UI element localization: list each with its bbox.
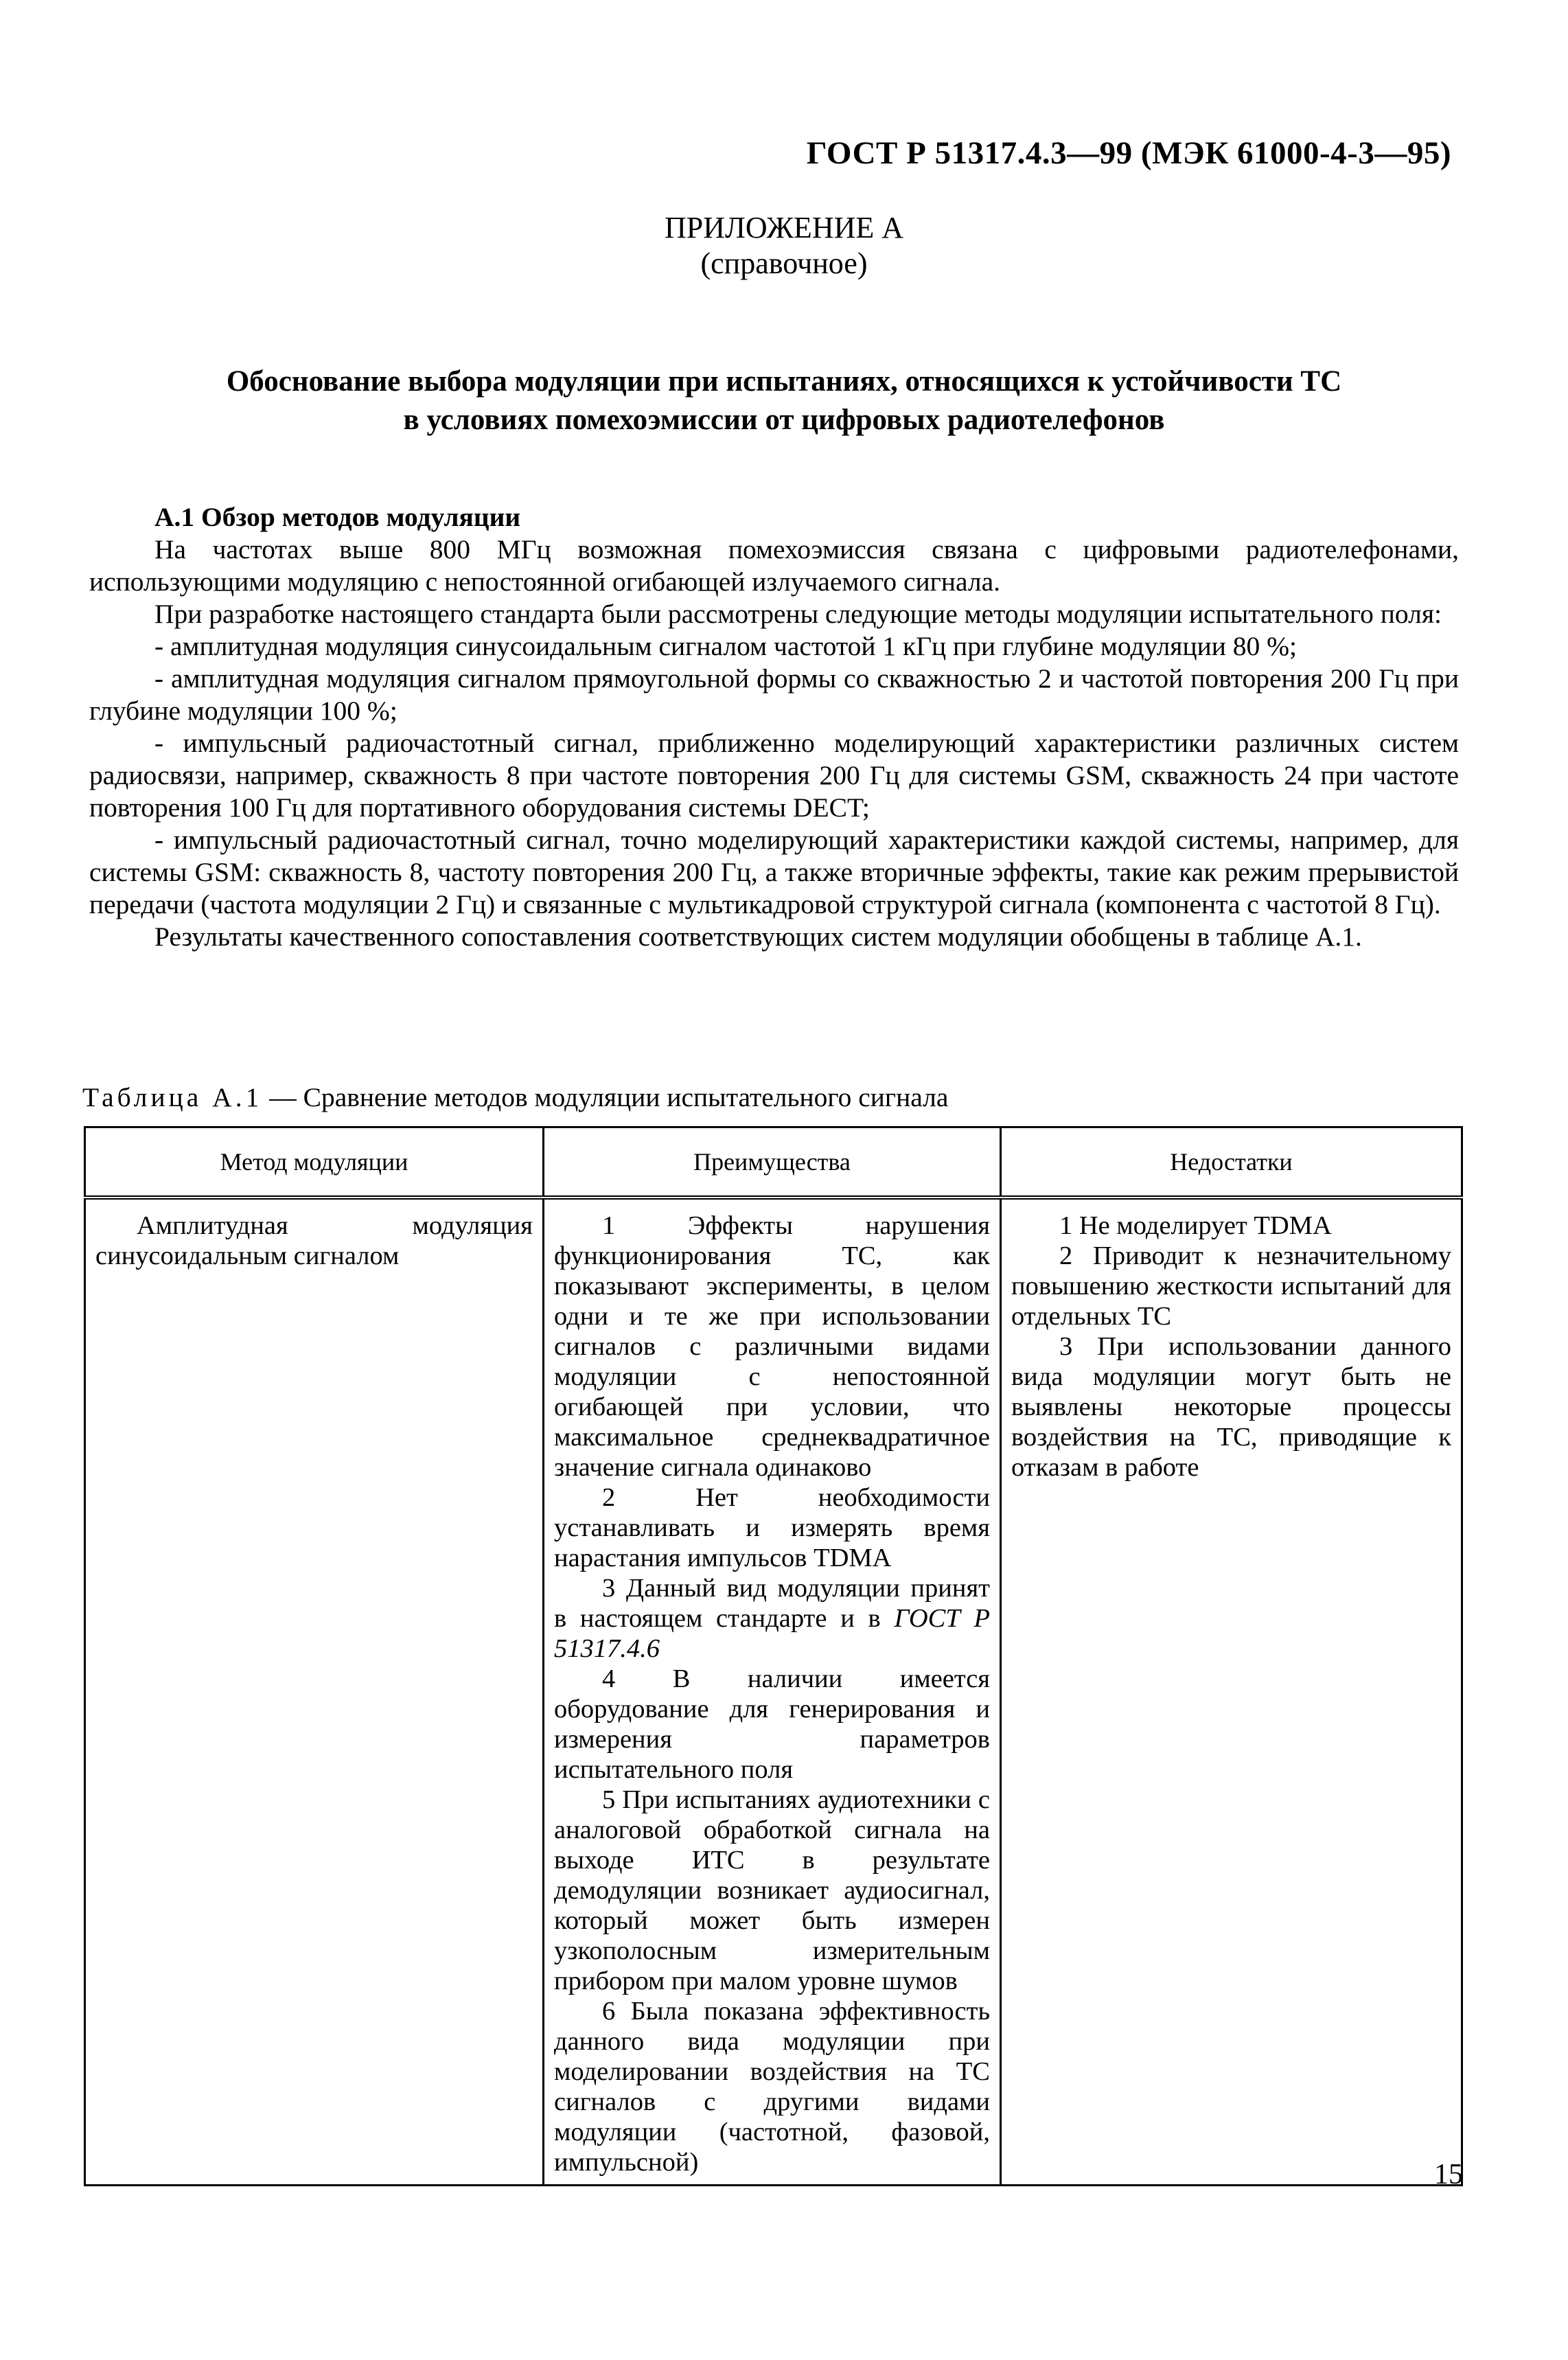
appendix-subtitle: (справочное): [700, 247, 868, 280]
appendix-title: ПРИЛОЖЕНИЕ А: [664, 211, 904, 244]
section-list-item: - амплитудная модуляция синусоидальным сигналом частотой 1 кГц при глубине модуляции 80 %;: [154, 631, 1298, 661]
standard-header: ГОСТ Р 51317.4.3—99 (МЭК 61000-4-3—95): [806, 135, 1451, 171]
table-row: [85, 1198, 1462, 2186]
section-list-item: - амплитудная модуляция сигналом прямоугольной формы со скважностью 2 и частотой повторения 200 Гц при глубине модуляции 100 %;: [89, 663, 1459, 726]
section-paragraph: Результаты качественного сопоставления соответствующих систем модуляции обобщены в таблице А.1.: [154, 921, 1362, 952]
modulation-comparison-table: [84, 1126, 1463, 2186]
method-text: Амплитудная модуляция синусоидальным сигналом: [95, 1211, 533, 1270]
advantage-item: 4 В наличии имеется оборудование для генерирования и измерения параметров испытательного поля: [554, 1664, 990, 1784]
advantage-item: 6 Была показана эффективность данного вида модуляции при моделировании воздействия на ТС сигналов с другими видами модуляции (частотной, фазовой, импульсной): [554, 1997, 990, 2177]
advantage-item: 2 Нет необходимости устанавливать и измерять время нарастания импульсов TDMA: [554, 1483, 990, 1572]
document-title-line-1: Обоснование выбора модуляции при испытаниях, относящихся к устойчивости ТС: [226, 365, 1342, 398]
page-number: 15: [1434, 2159, 1463, 2190]
standard-reference: ГОСТ Р 51317.4.6: [554, 1604, 990, 1663]
table-caption: [82, 1081, 948, 1114]
section-a1: [89, 501, 1459, 953]
column-header-method: Метод модуляции: [85, 1127, 544, 1198]
disadvantage-item: 1 Не моделирует TDMA: [1059, 1211, 1332, 1240]
disadvantage-item: 2 Приводит к незначительному повышению жесткости испытаний для отдельных ТС: [1011, 1241, 1451, 1331]
section-paragraph: При разработке настоящего стандарта были рассмотрены следующие методы модуляции испытательного поля:: [154, 599, 1442, 629]
section-list-item: - импульсный радиочастотный сигнал, приближенно моделирующий характеристики различных систем радиосвязи, например, скважность 8 при частоте повторения 200 Гц для системы GSM, скважность 24 при частоте повторения 100 Гц для портативного оборудования системы DECT;: [89, 728, 1459, 823]
appendix-heading: [0, 210, 1568, 282]
advantage-item: [554, 1573, 990, 1664]
table-caption-text: — Сравнение методов модуляции испытательного сигнала: [262, 1082, 949, 1112]
section-list-item: - импульсный радиочастотный сигнал, точно моделирующий характеристики каждой системы, например, для системы GSM: скважность 8, частоту повторения 200 Гц, а также вторичные эффекты, такие как режим прерывистой передачи (частота модуляции 2 Гц) и связанные с мультикадровой структурой сигнала (компонента с частотой 8 Гц).: [89, 825, 1459, 919]
advantage-item: 5 При испытаниях аудиотехники с аналоговой обработкой сигнала на выходе ИТС в результате демодуляции возникает аудиосигнал, который может быть измерен узкополосным измерительным прибором при малом уровне шумов: [554, 1785, 990, 1995]
advantage-item-text: 3 Данный вид модуляции принят в настоящем стандарте и в: [554, 1574, 990, 1633]
disadvantage-item: 3 При использовании данного вида модуляции могут быть не выявлены некоторые процессы воздействия на ТС, приводящие к отказам в работе: [1011, 1332, 1451, 1482]
table-caption-label: Таблица А.1: [82, 1082, 263, 1112]
advantage-item: 1 Эффекты нарушения функционирования ТС, как показывают эксперименты, в целом одни и те же при использовании сигналов с различными видами модуляции с непостоянной огибающей при условии, что максимальное среднеквадратичное значение сигнала одинаково: [554, 1211, 990, 1482]
section-a1-heading: А.1 Обзор методов модуляции: [154, 502, 521, 532]
column-header-advantages: Преимущества: [544, 1127, 1001, 1198]
table-header-row: [85, 1127, 1462, 1198]
cell-disadvantages: [1001, 1198, 1462, 2186]
cell-advantages: [544, 1198, 1001, 2186]
section-paragraph: На частотах выше 800 МГц возможная помехоэмиссия связана с цифровыми радиотелефонами, использующими модуляцию с непостоянной огибающей излучаемого сигнала.: [89, 534, 1459, 597]
document-title: [158, 363, 1410, 439]
document-title-line-2: в условиях помехоэмиссии от цифровых радиотелефонов: [403, 404, 1165, 436]
cell-method: [85, 1198, 544, 2186]
column-header-disadvantages: Недостатки: [1001, 1127, 1462, 1198]
